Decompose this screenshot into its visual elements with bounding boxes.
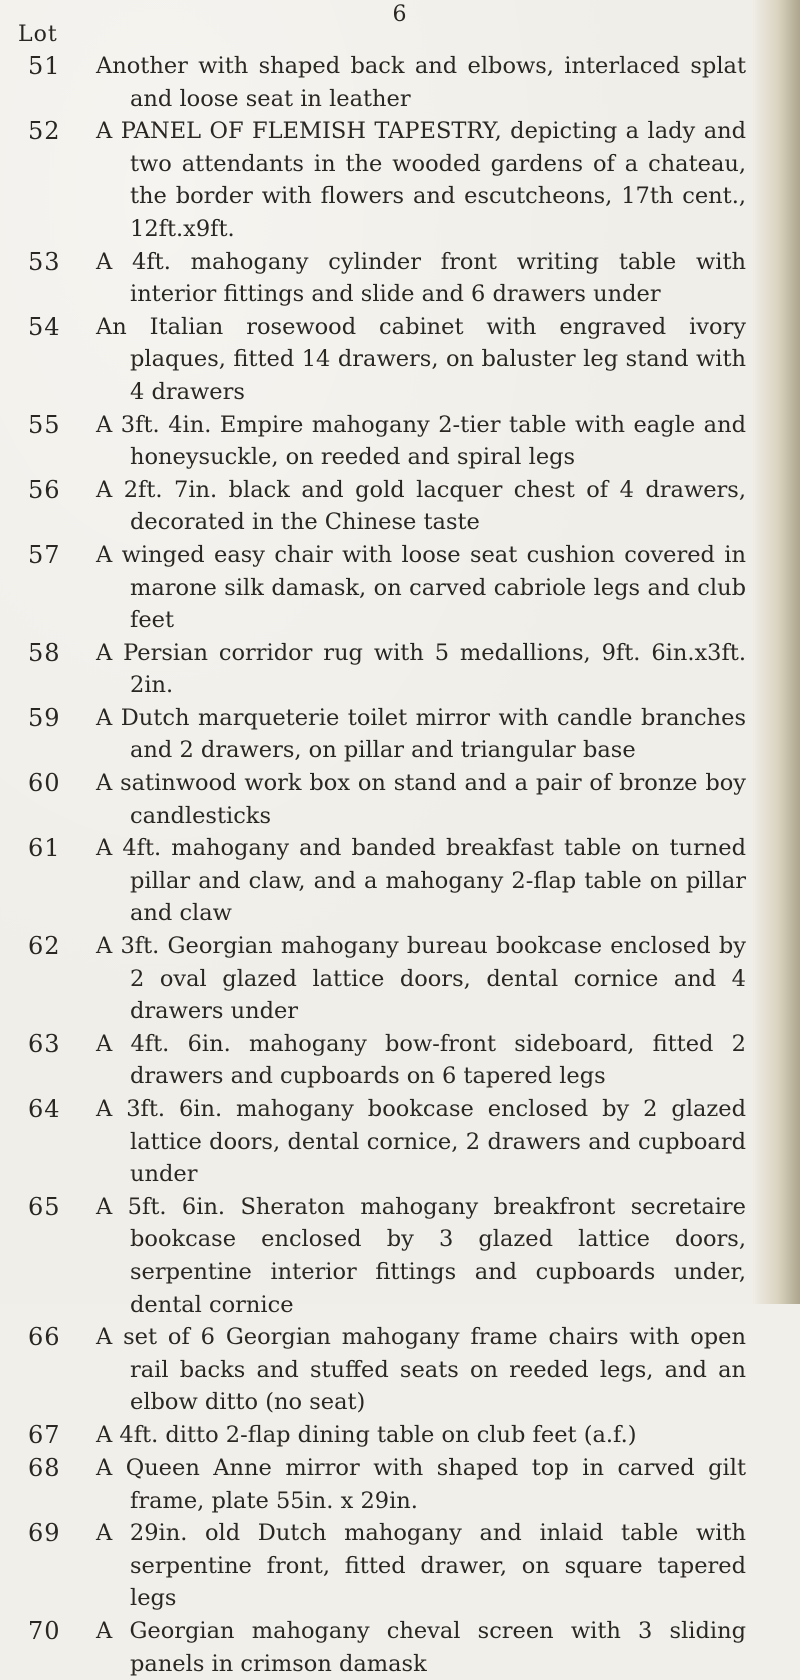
- lot-entry: [0, 1452, 790, 1517]
- lot-description-block: [76, 115, 746, 245]
- lot-description-block: [76, 1419, 746, 1452]
- lot-list: [0, 50, 790, 1680]
- lot-description: A Dutch marqueterie toilet mirror with candle branches and 2 drawers, on pillar and triangular base: [96, 704, 746, 764]
- lot-description-block: [76, 767, 746, 832]
- lot-description: A Georgian mahogany cheval screen with 3 sliding panels in crimson damask: [96, 1617, 746, 1677]
- lot-description: A 4ft. mahogany cylinder front writing table with interior fittings and slide and 6 drawers under: [96, 248, 746, 308]
- lot-number: 58: [28, 638, 61, 667]
- lot-number: 70: [28, 1616, 61, 1645]
- lot-description-block: [76, 1321, 746, 1419]
- lot-description-block: [76, 1191, 746, 1321]
- lot-entry: [0, 702, 790, 767]
- page-number: 6: [392, 2, 408, 27]
- lot-description: A Queen Anne mirror with shaped top in carved gilt frame, plate 55in. x 29in.: [96, 1454, 746, 1514]
- lot-description: A 29in. old Dutch mahogany and inlaid table with serpentine front, fitted drawer, on square tapered legs: [96, 1520, 746, 1612]
- lot-number: 53: [28, 247, 61, 276]
- lot-description: A 2ft. 7in. black and gold lacquer chest of 4 drawers, decorated in the Chinese taste: [96, 476, 746, 536]
- lot-number: 62: [28, 932, 61, 961]
- lot-entry: [0, 115, 790, 245]
- lot-entry: [0, 539, 790, 637]
- lot-number: 57: [28, 540, 61, 569]
- lot-number: 56: [28, 475, 61, 504]
- lot-entry: [0, 1517, 790, 1615]
- lot-entry: [0, 930, 790, 1028]
- lot-description: An Italian rosewood cabinet with engraved ivory plaques, fitted 14 drawers, on baluster leg stand with 4 drawers: [96, 313, 746, 405]
- lot-description-block: [76, 311, 746, 409]
- lot-column-header: Lot: [18, 22, 58, 47]
- lot-entry: [0, 1028, 790, 1093]
- lot-entry: [0, 1093, 790, 1191]
- lot-number: 61: [28, 834, 61, 863]
- lot-description: A 4ft. ditto 2-flap dining table on club feet (a.f.): [96, 1421, 637, 1448]
- lot-description: A PANEL OF FLEMISH TAPESTRY, depicting a lady and two attendants in the wooded gardens of a chateau, the border with flowers and escutcheons, 17th cent., 12ft.x9ft.: [96, 118, 746, 242]
- lot-number: 51: [28, 52, 61, 80]
- lot-number: 63: [28, 1029, 61, 1058]
- lot-entry: [0, 50, 790, 115]
- lot-number: 60: [28, 769, 61, 798]
- lot-number: 54: [28, 312, 61, 341]
- lot-description-block: [76, 832, 746, 930]
- lot-entry: [0, 767, 790, 832]
- lot-description-block: [76, 1517, 746, 1615]
- lot-entry: [0, 1321, 790, 1419]
- lot-number: 59: [28, 703, 61, 732]
- lot-number: 67: [28, 1420, 61, 1449]
- lot-description: A satinwood work box on stand and a pair of bronze boy candlesticks: [96, 770, 746, 829]
- lot-description: A 4ft. mahogany and banded breakfast table on turned pillar and claw, and a mahogany 2-flap table on pillar and claw: [96, 835, 746, 927]
- lot-number: 68: [28, 1453, 61, 1482]
- lot-description-block: [76, 246, 746, 311]
- lot-description-block: [76, 702, 746, 767]
- lot-description: A 4ft. 6in. mahogany bow-front sideboard, fitted 2 drawers and cupboards on 6 tapered legs: [96, 1030, 746, 1090]
- lot-description-block: [76, 930, 746, 1028]
- lot-number: 65: [28, 1192, 61, 1221]
- lot-entry: [0, 246, 790, 311]
- lot-description: A Persian corridor rug with 5 medallions, 9ft. 6in.x3ft. 2in.: [96, 639, 746, 699]
- lot-entry: [0, 311, 790, 409]
- lot-description-block: [76, 539, 746, 637]
- lot-entry: [0, 1191, 790, 1321]
- lot-number: 66: [28, 1323, 61, 1352]
- lot-description-block: [76, 1028, 746, 1093]
- lot-entry: [0, 409, 790, 474]
- lot-description-block: [76, 1093, 746, 1191]
- lot-description-block: [76, 409, 746, 474]
- lot-entry: [0, 637, 790, 702]
- lot-description: A 3ft. 4in. Empire mahogany 2-tier table with eagle and honeysuckle, on reeded and spiral legs: [96, 411, 746, 471]
- lot-description: A 3ft. 6in. mahogany bookcase enclosed by 2 glazed lattice doors, dental cornice, 2 drawers and cupboard under: [96, 1096, 746, 1188]
- lot-description-block: [76, 1452, 746, 1517]
- lot-entry: [0, 832, 790, 930]
- lot-description: A 5ft. 6in. Sheraton mahogany breakfront secretaire bookcase enclosed by 3 glazed lattice doors, serpentine interior fittings and cupboards under, dental cornice: [96, 1193, 746, 1318]
- lot-description: A 3ft. Georgian mahogany bureau bookcase enclosed by 2 oval glazed lattice doors, dental cornice and 4 drawers under: [96, 933, 746, 1025]
- lot-description: A winged easy chair with loose seat cushion covered in marone silk damask, on carved cabriole legs and club feet: [96, 541, 746, 634]
- lot-description-block: [76, 474, 746, 539]
- lot-description-block: [76, 637, 746, 702]
- lot-number: 55: [28, 410, 61, 439]
- lot-description: Another with shaped back and elbows, interlaced splat and loose seat in leather: [96, 53, 746, 112]
- lot-description-block: [76, 50, 746, 115]
- lot-description: A set of 6 Georgian mahogany frame chairs with open rail backs and stuffed seats on reeded legs, and an elbow ditto (no seat): [96, 1324, 746, 1416]
- lot-number: 69: [28, 1519, 61, 1548]
- lot-entry: [0, 1419, 790, 1452]
- lot-entry: [0, 1615, 790, 1680]
- lot-description-block: [76, 1615, 746, 1680]
- lot-number: 64: [28, 1095, 61, 1123]
- lot-entry: [0, 474, 790, 539]
- lot-number: 52: [28, 117, 61, 146]
